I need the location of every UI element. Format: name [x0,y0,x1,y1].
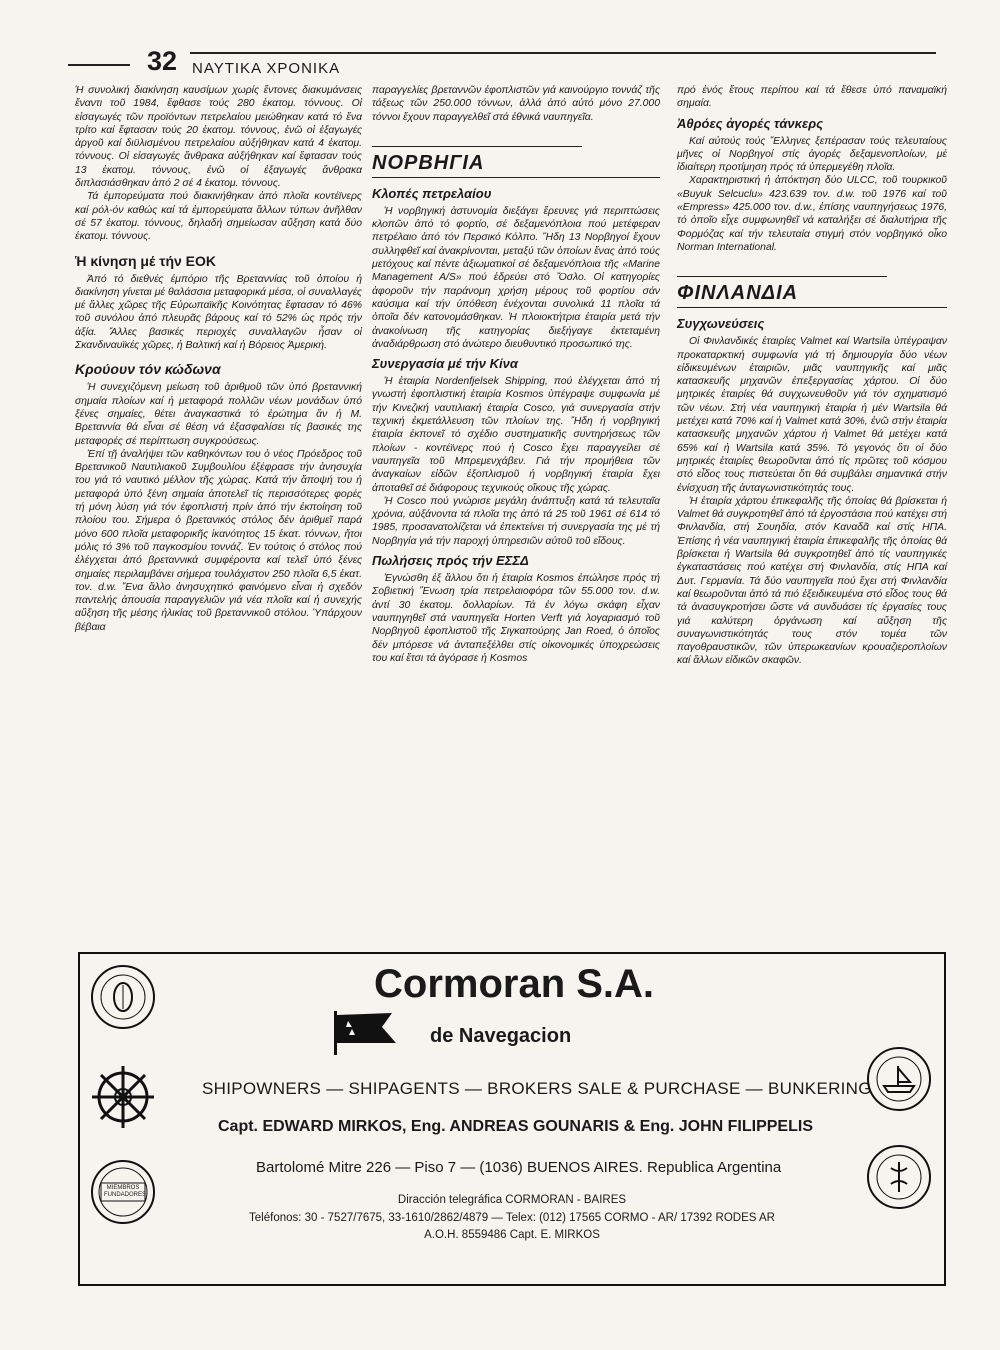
subheading-oil-theft: Κλοπές πετρελαίου [372,185,492,201]
paragraph: παραγγελίες βρεταννῶν ἐφοπλιστῶν γιά καινούργιο τοννάζ τῆς τάξεως τῶν 250.000 τόννων, ἀλλά ἀπό αὐτό μόνο 27.000 τόννοι ἔχουν παραγγελθεῖ στά ἐθνικά ναυπηγεῖα. [372,85,660,123]
paragraph: Ἡ Cosco πού γνώρισε μεγάλη ἀνάπτυξη κατά τά τελευταῖα χρόνια, αὐξάνοντα τά πλοῖα της ἀπό τά 25 τοῦ 1961 σέ 614 τό 1985, προσανατολίζεται νά ἐπεκτείνει τή συνεργασία της μέ τή Νορβηγία γιά τήν παροχή ὑπηρεσιῶν αὐτοῦ τοῦ εἴδους. [372,495,660,547]
column-3 [677,84,947,668]
paragraph: Ἡ ἑταιρία Nordenfjelsek Shipping, πού ἐλέγχεται ἀπό τή γνωστή ἐφοπλιστική ἑταιρία Kosmos ὑπέγραψε συμφωνία μέ τήν Κινεζική ναυτιλιακή ἑταιρία Cosco, γιά συνεργασία στήν τεχνική ἐκμετάλλευση τῶν πλοίων της. Ἤδη ἡ νορβηγική ἑταιρία ἐκπονεῖ τό σχέδιο συστηματικῆς συντηρήσεως τῶν πλοίων - κοντέϊνερς πού ἡ Cosco ἔχει παραγγείλει σέ ναυπηγεῖα τοῦ Μπρεμενχάβεν. Γιά τήν προμήθεια τῶν ἀναγκαίων εἰδῶν ἐξοπλισμοῦ ἡ νορβηγική ἑταιρία ἔχει ἀποταθεῖ σέ διάφορους τεχνικούς οἴκους τῆς χώρας. [372,376,660,494]
ad-names: Capt. EDWARD MIRKOS, Eng. ANDREAS GOUNARIS & Eng. JOHN FILIPPELIS [218,1118,813,1135]
ad-aoh: A.O.H. 8559486 Capt. E. MIRKOS [424,1229,600,1241]
column-1 [75,84,362,634]
seal-founders-icon [90,1159,156,1225]
magazine-title: ΝΑΥΤΙΚΑ ΧΡΟΝΙΚΑ [192,60,341,77]
section-title: ΦΙΝΛΑΝΔΙΑ [677,282,799,305]
paragraph: Τά ἐμπορεύματα πού διακινήθηκαν ἀπό πλοῖα κοντέϊνερς καί ρόλ-όν καθώς καί τά ἐμπορεύματα ἄλλων τύπων ἀνῆλθαν σέ 57 ἑκατομ. τόννους, δηλαδή σημείωσαν αὔξηση κατά δύο ἑκατομ. τόννους. [75,191,362,243]
column-2 [372,84,660,665]
seal-right-lower-icon [866,1144,932,1210]
advertisement [78,952,946,1286]
ad-address: Bartolomé Mitre 226 — Piso 7 — (1036) BUENOS AIRES. Republica Argentina [256,1159,782,1176]
header-rule-right [190,52,936,54]
paragraph: Οἱ Φινλανδικές ἑταιρίες Valmet καί Wartsila ὑπέγραψαν προκαταρκτική συμφωνία γιά τή δημιουργία δύο νέων εἰδικευμένων ἑταιριῶν, μιᾶς ναυπηγικῆς καί μιᾶς κατασκευῆς μηχανῶν ἐπεξεργασίας χάρτου. Οἱ δύο μητρικές ἑταιρίες θά συγχωνευθοῦν γιά τόν σχηματισμό τῶν νέων. Στή νέα ναυπηγική ἑταιρία ἡ μέν Wartsila θά μετέχει κατά 70% καί ἡ Valmet κατά 30%, ἐνῶ στήν ἑταιρία κατασκευῆς μηχανῶν χάρτου ἡ Valmet θά μετέχει κατά 65% καί ἡ Wartsila κατά 35%. Τό γεγονός ὅτι οἱ δύο μητρικές ἑταιρίες θεωροῦνται ἀπό τίς πρῶτες τοῦ κόσμου στό εἶδος τους πιστεύεται ὅτι θά συμβάλει σημαντικά στήν ἐνίσχυση τῆς ἀνταγωνιστικότητάς τους. [677,336,947,494]
paragraph: Ἡ συνεχιζόμενη μείωση τοῦ ἀριθμοῦ τῶν ὑπό βρεταννική σημαία πλοίων καί ἡ μεταφορά πολλῶν νέων μονάδων ὑπό ξένες σημαίες, θέτει ἀναγκαστικά τό ἐρώτημα ἄν ἡ Μ. Βρεταννία θά εἶναι σέ θέση νά ἐξασφαλίσει τίς βασικές της μεταφορές σέ περίπτωση συγκρούσεως. [75,382,362,447]
subheading-ussr: Πωλήσεις πρός τήν ΕΣΣΔ [372,553,529,569]
section-finland [677,276,947,308]
subheading-china: Συνεργασία μέ τήν Κίνα [372,356,518,372]
seal-top-left-icon [90,964,156,1030]
paragraph: Ἡ ἑταιρία χάρτου ἐπικεφαλῆς τῆς ὁποίας θά βρίσκεται ἡ Valmet θά συγκροτηθεῖ ἀπό τά ἐργοστάσια πού κατέχει στή Φινλανδία, στή Σουηδία, στόν Καναδᾶ καί στίς ΗΠΑ. Ἐπίσης ἡ νέα ναυπηγική ἑταιρία ἐπικεφαλῆς τῆς ὁποίας θά βρίσκεται ἡ Wartsila θά συγκροτηθεῖ ἀπό τίς ναυπηγικές ἐγκαταστάσεις πού κατέχει στή Φινλανδία, στίς ΗΠΑ καί Δυτ. Γερμανία. Τά δύο ναυπηγεῖα πού ἔχει στή Φινλανδία καί θεωροῦνται ἀπό τά πιό ἐξειδικευμένα στό εἶδος τους θά τά ἀνασυγκροτήσει ὥστε νά συνδυάσει τίς ἐργασίες τους γιά καλύτερη ὀργάνωση καί αὔξηση τῆς συναγωνιστικότητάς τους στόν τομέα τῶν παγοθραυστικῶν, τῶν ὑπερωκεανίων κρουαζιεροπλοίων καί ἄλλων εἰδικῶν σκαφῶν. [677,495,947,667]
section-norway [372,146,660,178]
paragraph: Καί αὐτούς τούς Ἕλληνες ξεπέρασαν τούς τελευταίους μῆνες οἱ Νορβηγοί στίς ἀγορές δεξαμενοπλοίων, μέ ἰδιαίτερη προτίμηση πρός τά ὑπερμεγέθη πλοῖα. [677,135,947,174]
header-rule-left [68,64,130,66]
ad-company-name: Cormoran S.A. [374,962,655,1006]
page-number: 32 [147,46,178,76]
ad-phones: Teléfonos: 30 - 7527/7675, 33-1610/2862/4879 — Telex: (012) 17565 CORMO - AR/ 17392 RODES AR [249,1212,775,1224]
paragraph: Ἀπό τό διεθνές ἐμπόριο τῆς Βρεταννίας τοῦ ὁποίου ἡ διακίνηση γίνεται μέ θαλάσσια μεταφορικά μέσα, οἱ συναλλαγές μέ ἄλλες χῶρες τῆς Εὐρωπαϊκῆς Κοινότητας ἔφτασαν τό 46% τοῦ συνόλου ἀπό πλευρᾶς βάρους καί τό 52% ὡς πρός τήν ἀξία. Ἄλλες βασικές περιοχές συναλλαγῶν ἦσαν οἱ Σκανδιναυϊκές χῶρες, ἡ Βαλτική καί ἡ Βόρειος Ἀμερική. [75,273,362,352]
subheading-bell: Κρούουν τόν κώδωνα [75,361,221,378]
seal-right-upper-icon [866,1046,932,1112]
subheading-tankers: Ἀθρόες ἀγορές τάνκερς [677,115,824,131]
seal-founders-text: MIEMBROS FUNDADORES [104,1185,147,1198]
paragraph: Ἡ συνολική διακίνηση καυσίμων χωρίς ἔντονες διακυμάνσεις ἔναντι τοῦ 1984, ἔφθασε τούς 280 ἑκατομ. τόννους. Οἱ εἰσαγωγές τῶν προϊόντων πετρελαίου μειώθηκαν κατά τό ἕνα τρίτο καί ἔφτασαν τούς 20 ἑκατομ. τόννους, ἐνῶ οἱ ἐξαγωγές ἀργοῦ καί διϋλισμένου πετρελαίου αὐξήθηκαν κατά 4 ἑκατομ. τόννους. Οἱ εἰσαγωγές ἄνθρακα αὐξήθηκαν καί ἔφτασαν τούς 13 ἑκατομ. τόννους, ἐνῶ οἱ ἐξαγωγές ἄνθρακα διπλασιάσθηκαν ἀπό 2 σέ 4 ἑκατομ. τόννους. [75,85,362,190]
flag-logo-icon [332,1009,402,1057]
paragraph: Ἐπί τῇ ἀναλήψει τῶν καθηκόντων του ὁ νέος Πρόεδρος τοῦ Βρετανικοῦ Ναυτιλιακοῦ Συμβουλίου ἐξέφρασε τήν ἀνησυχία του γιά τό ναυτικό μέλλον τῆς χώρας. Κατά τήν ἄποψή του ἡ μεταφορά ὑπό ξένη σημαία ἀποτελεῖ τίς περισσότερες φορές τή μόνη λύση γιά τόν ἐφοπλιστή πρίν ἀπό τήν ἐκποίηση τοῦ πλοίου του. Σήμερα ὁ βρετανικός στόλος δέν ἀριθμεῖ παρά μόνο 600 πλοῖα μεταφορικῆς ἱκανότητος 15 ἑκατ. τόννων, ἤτοι μόλις τό 3% τοῦ παγκοσμίου τοννάζ. Ἐν τούτοις ὁ στόλος πού ἐλέγχεται ἀπό βρεταννικά συμφέροντα καί τελεῖ ὑπό ξένες σημαίες περιλαμβάνει σήμερα τουλάχιστον 250 πλοῖα 6,5 ἑκατ. τον. d.w. Ἕνα ἄλλο ἀνησυχητικό φαινόμενο εἶναι ἡ σχεδόν παντελής ἀπουσία παραγγελιῶν γιά νέα πλοῖα καί ἡ συνεχής αὔξηση τῆς μέσης ἡλικίας τοῦ βρεταννικοῦ στόλου. Ὑπάρχουν βέβαια [75,448,362,633]
section-rule [372,177,660,178]
ad-subtitle: de Navegacion [430,1025,572,1047]
section-rule [677,307,947,308]
section-title: ΝΟΡΒΗΓΙΑ [372,151,485,174]
paragraph: πρό ἑνός ἔτους περίπου καί τά ἔθεσε ὑπό παναμαϊκή σημαία. [677,85,947,110]
seal-ships-wheel-icon [90,1064,156,1130]
paragraph: Ἐγνώσθη ἐξ ἄλλου ὅτι ἡ ἑταιρία Kosmos ἐπώλησε πρός τή Σοβιετική Ἕνωση τρία πετρελαιοφόρα τῶν 55.000 τον. d.w. ἀντί 30 ἑκατομ. δολλαρίων. Τά ἐν λόγω σκάφη εἶχαν ναυπηγηθεῖ στά ναυπηγεῖα Horten Verft γιά λογαριασμό τοῦ Νορβηγοῦ ἐφοπλιστοῦ τῆς Σιγκαπούρης Jan Roed, ὁ ὁποῖος δέν μπόρεσε νά ἀνταπεξέλθει στίς οἰκονομικές ὑποχρεώσεις του καί ἔτσι τά ἀγόρασε ἡ Kosmos [372,573,660,664]
subheading-eec: Ἡ κίνηση μέ τήν ΕΟΚ [75,252,217,269]
ad-telegraph: Diracción telegráfica CORMORAN - BAIRES [397,1194,627,1206]
paragraph: Χαρακτηριστική ἡ ἀπόκτηση δύο ULCC, τοῦ τουρκικοῦ «Buyuk Selcuclu» 423.639 τον. d.w. τοῦ 1976 καί τοῦ «Empress» 425.000 τον. d.w., ἐπίσης ναυπηγήσεως 1976, τό ὁποῖο εἶχε συμφωνηθεῖ νά καταλήξει σέ διαλυτήρια τῆς Φορμόζας καί τήν τελευταία στιγμή στόν νορβηγικό οἶκο Norman International. [677,175,947,253]
subheading-mergers: Συγχωνεύσεις [677,316,765,332]
ad-services: SHIPOWNERS — SHIPAGENTS — BROKERS SALE & PURCHASE — BUNKERING [202,1079,872,1098]
paragraph: Ἡ νορβηγική ἀστυνομία διεξάγει ἔρευνες γιά περιπτώσεις κλοπῶν ἀπό τό φορτίο, σέ δεξαμενόπλοια πού μετέφεραν πετρέλαιο ἀπό τόν Περσικό Κόλπο. Ἤδη 13 Νορβηγοί ἔχουν συλληφθεῖ καί ἀνακρίνονται, μεταξύ τῶν ὁποίων ἕνας ἀπό τούς μετόχους καί πέντε ἀξιωματικοί σέ δεξαμενόπλοια τῆς «Marine Management A/S» πού ἑδρεύει στό Ὄσλο. Οἱ κατηγορίες ἀφοροῦν τήν παράνομη χρήση μέρους τοῦ φορτίου σάν καύσιμα καί τήν ὑπόθεση ἐνέχονται συνολικά 11 πλοῖα τά ὁποῖα δέν κατονομάσθηκαν. Ἡ πλοιοκτήτρια ἑταιρία μετά τήν ἀνακοίνωση τῆς κατηγορίας διεξήγαγε ἐκτεταμένη ἀναδιάρθρωση στό ἀνώτερο διευθυντικό προσωπικό της. [372,205,660,350]
